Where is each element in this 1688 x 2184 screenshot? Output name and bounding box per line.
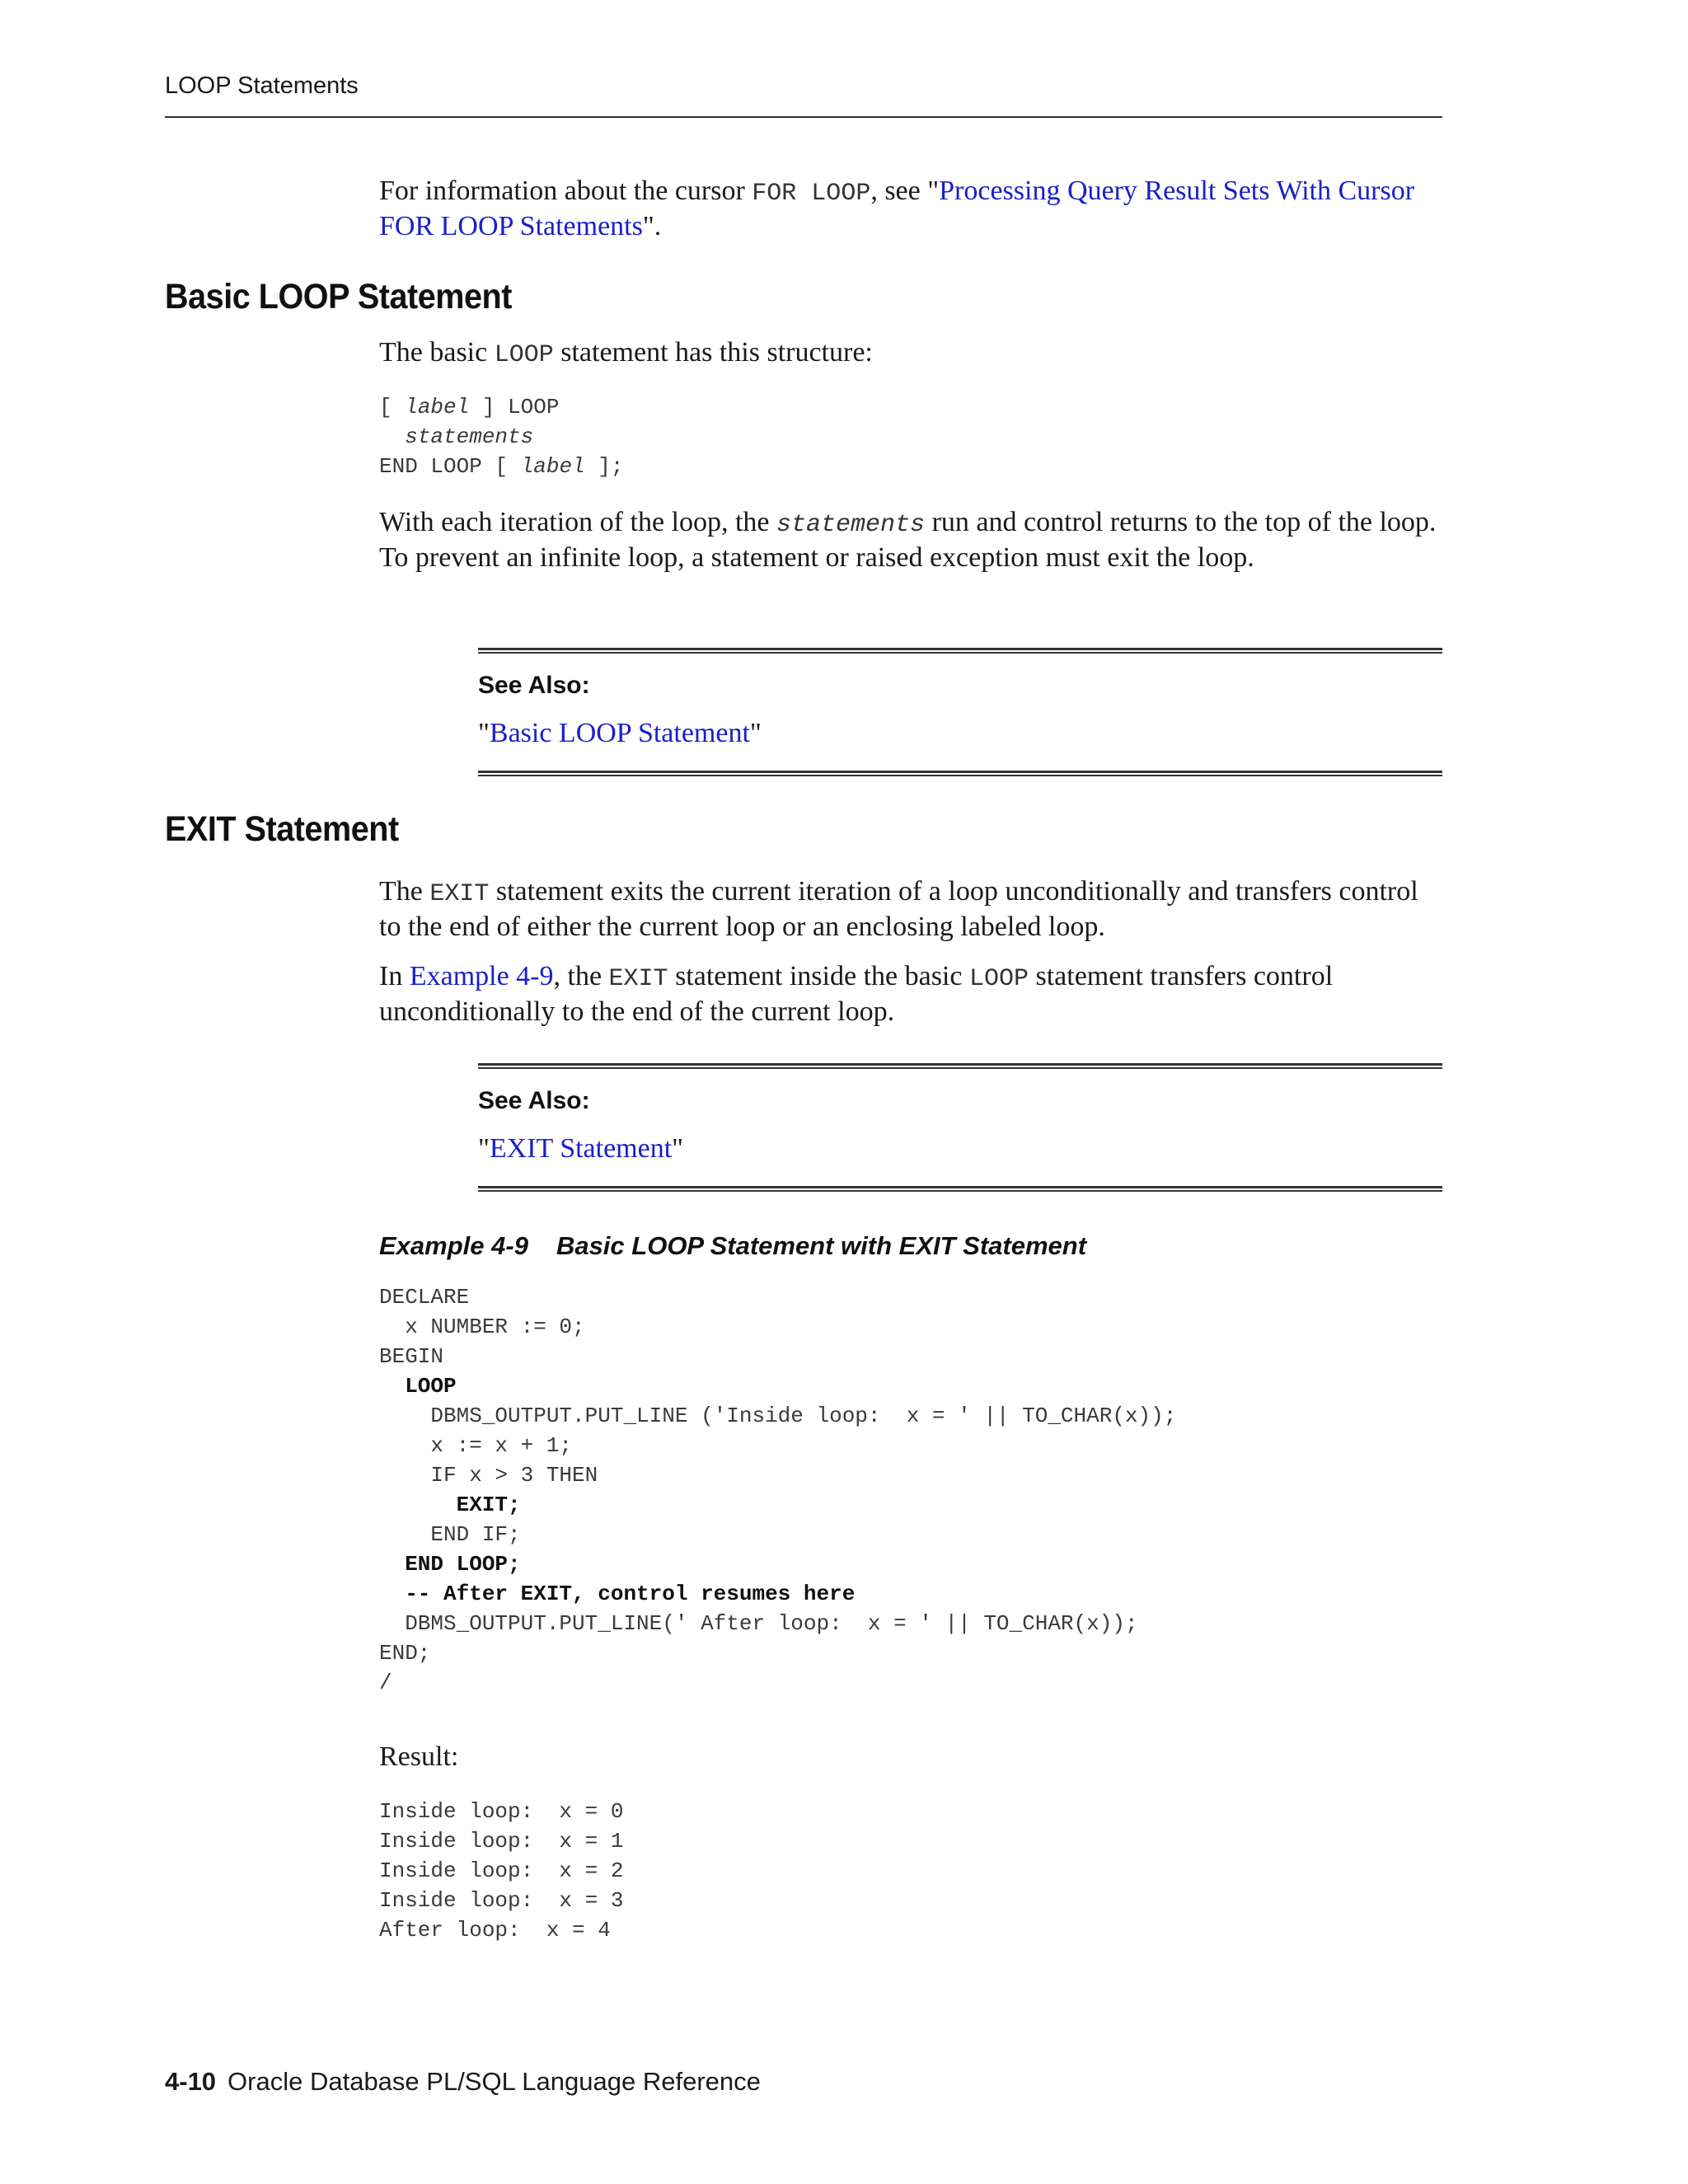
exit-statement-see-also-link[interactable]: EXIT Statement	[489, 1133, 673, 1164]
code-line: IF x > 3 THEN	[379, 1463, 598, 1488]
see-also-entry	[478, 1133, 1442, 1165]
body-text: With each iteration of the loop, the	[379, 507, 777, 537]
basic-loop-see-also-link[interactable]: Basic LOOP Statement	[489, 718, 750, 748]
output-line: Inside loop: x = 0	[379, 1799, 624, 1824]
code-line: x NUMBER := 0;	[379, 1315, 585, 1339]
example-title	[379, 1231, 1442, 1261]
code-text: ];	[584, 454, 624, 479]
section-heading-basic-loop: Basic LOOP Statement	[165, 277, 512, 316]
result-code-block	[379, 1797, 1442, 1945]
code-line: x := x + 1;	[379, 1433, 573, 1458]
basic-loop-paragraph	[379, 336, 1442, 372]
basic-loop-explanation	[379, 506, 1442, 574]
inline-code: EXIT	[429, 880, 490, 908]
code-line-bold: EXIT;	[379, 1493, 521, 1517]
body-text: The	[379, 876, 430, 907]
code-text: [	[379, 395, 406, 419]
output-line: After loop: x = 4	[379, 1918, 611, 1943]
code-line: END;	[379, 1641, 431, 1666]
example-4-9-link[interactable]: Example 4-9	[409, 961, 554, 991]
basic-loop-intro	[379, 336, 1442, 372]
syntax-code	[379, 392, 1442, 481]
quote: "	[749, 718, 762, 748]
intro-paragraph	[379, 175, 1442, 243]
iteration-paragraph	[379, 506, 1442, 574]
inline-code: LOOP	[494, 341, 554, 369]
intro-text: ".	[642, 211, 662, 241]
see-also-label: See Also:	[478, 672, 590, 699]
example-caption: Basic LOOP Statement with EXIT Statement	[556, 1231, 1087, 1260]
example-number: Example 4-9	[379, 1231, 528, 1260]
result-output	[379, 1797, 1442, 1945]
page-number: 4-10	[165, 2067, 217, 2096]
code-line: END IF;	[379, 1522, 521, 1547]
body-text: statement has this structure:	[553, 337, 873, 368]
see-also-entry	[478, 718, 1442, 749]
quote: "	[478, 718, 490, 748]
result-label: Result:	[379, 1741, 459, 1772]
see-also-bottom-rule	[478, 1186, 1442, 1192]
body-text: In	[379, 961, 410, 991]
intro-block	[379, 175, 1442, 243]
header-rule	[165, 116, 1442, 118]
code-line: /	[379, 1671, 392, 1695]
body-text: statement exits the current iteration of a loop unconditionally and transfers control to the end of either the current loop or an enclosing labeled loop.	[379, 876, 1418, 942]
see-also-top-rule	[478, 1063, 1442, 1069]
see-also-top-rule	[478, 648, 1442, 654]
see-also-label: See Also:	[478, 1087, 590, 1114]
section-heading-exit: EXIT Statement	[165, 809, 399, 849]
exit-intro	[379, 875, 1442, 1029]
code-comment-bold: -- After EXIT, control resumes here	[379, 1582, 856, 1606]
running-header: LOOP Statements	[165, 73, 359, 99]
body-text: statement inside the basic	[668, 961, 969, 991]
quote: "	[672, 1133, 684, 1164]
inline-code: LOOP	[968, 965, 1029, 993]
code-line: DBMS_OUTPUT.PUT_LINE(' After loop: x = ' || TO_CHAR(x));	[379, 1611, 1138, 1636]
example-title-block	[379, 1231, 1442, 1261]
example-code-block	[379, 1282, 1442, 1698]
body-text: The basic	[379, 337, 495, 368]
see-also-bottom-rule	[478, 771, 1442, 776]
example-code	[379, 1282, 1442, 1698]
code-text: ] LOOP	[469, 395, 560, 419]
code-italic: label	[405, 395, 470, 419]
inline-code: FOR LOOP	[752, 180, 871, 208]
syntax-code-block	[379, 392, 1442, 481]
code-line: DBMS_OUTPUT.PUT_LINE ('Inside loop: x = ' || TO_CHAR(x));	[379, 1404, 1177, 1428]
see-also-box	[478, 648, 1442, 776]
code-line: DECLARE	[379, 1285, 470, 1310]
body-text: statement transfers control unconditionally to the end of the current loop.	[379, 961, 1334, 1027]
output-line: Inside loop: x = 1	[379, 1829, 624, 1854]
code-line-bold: LOOP	[379, 1374, 457, 1399]
code-line-bold: END LOOP;	[379, 1552, 521, 1577]
exit-paragraph	[379, 875, 1442, 944]
intro-text: , see "	[870, 176, 940, 206]
page-footer	[165, 2067, 761, 2097]
cursor-for-loop-link[interactable]: Processing Query Result Sets With Cursor FOR LOOP Statements	[379, 176, 1415, 241]
body-text: , the	[553, 961, 609, 991]
intro-text: For information about the cursor	[379, 176, 753, 206]
quote: "	[478, 1133, 490, 1164]
output-line: Inside loop: x = 3	[379, 1888, 624, 1913]
inline-code: EXIT	[608, 965, 668, 993]
exit-example-paragraph	[379, 960, 1442, 1029]
see-also-box	[478, 1063, 1442, 1192]
code-text: END LOOP [	[379, 454, 521, 479]
body-text: run and control returns to the top of the loop. To prevent an infinite loop, a statement or raised exception must exit the loop.	[379, 507, 1437, 573]
inline-code: statements	[776, 511, 926, 539]
output-line: Inside loop: x = 2	[379, 1858, 624, 1883]
code-line: BEGIN	[379, 1344, 444, 1369]
book-title: Oracle Database PL/SQL Language Reference	[227, 2067, 761, 2096]
code-italic: statements	[405, 424, 534, 449]
code-italic: label	[520, 454, 585, 479]
result-label-block	[379, 1741, 1442, 1774]
